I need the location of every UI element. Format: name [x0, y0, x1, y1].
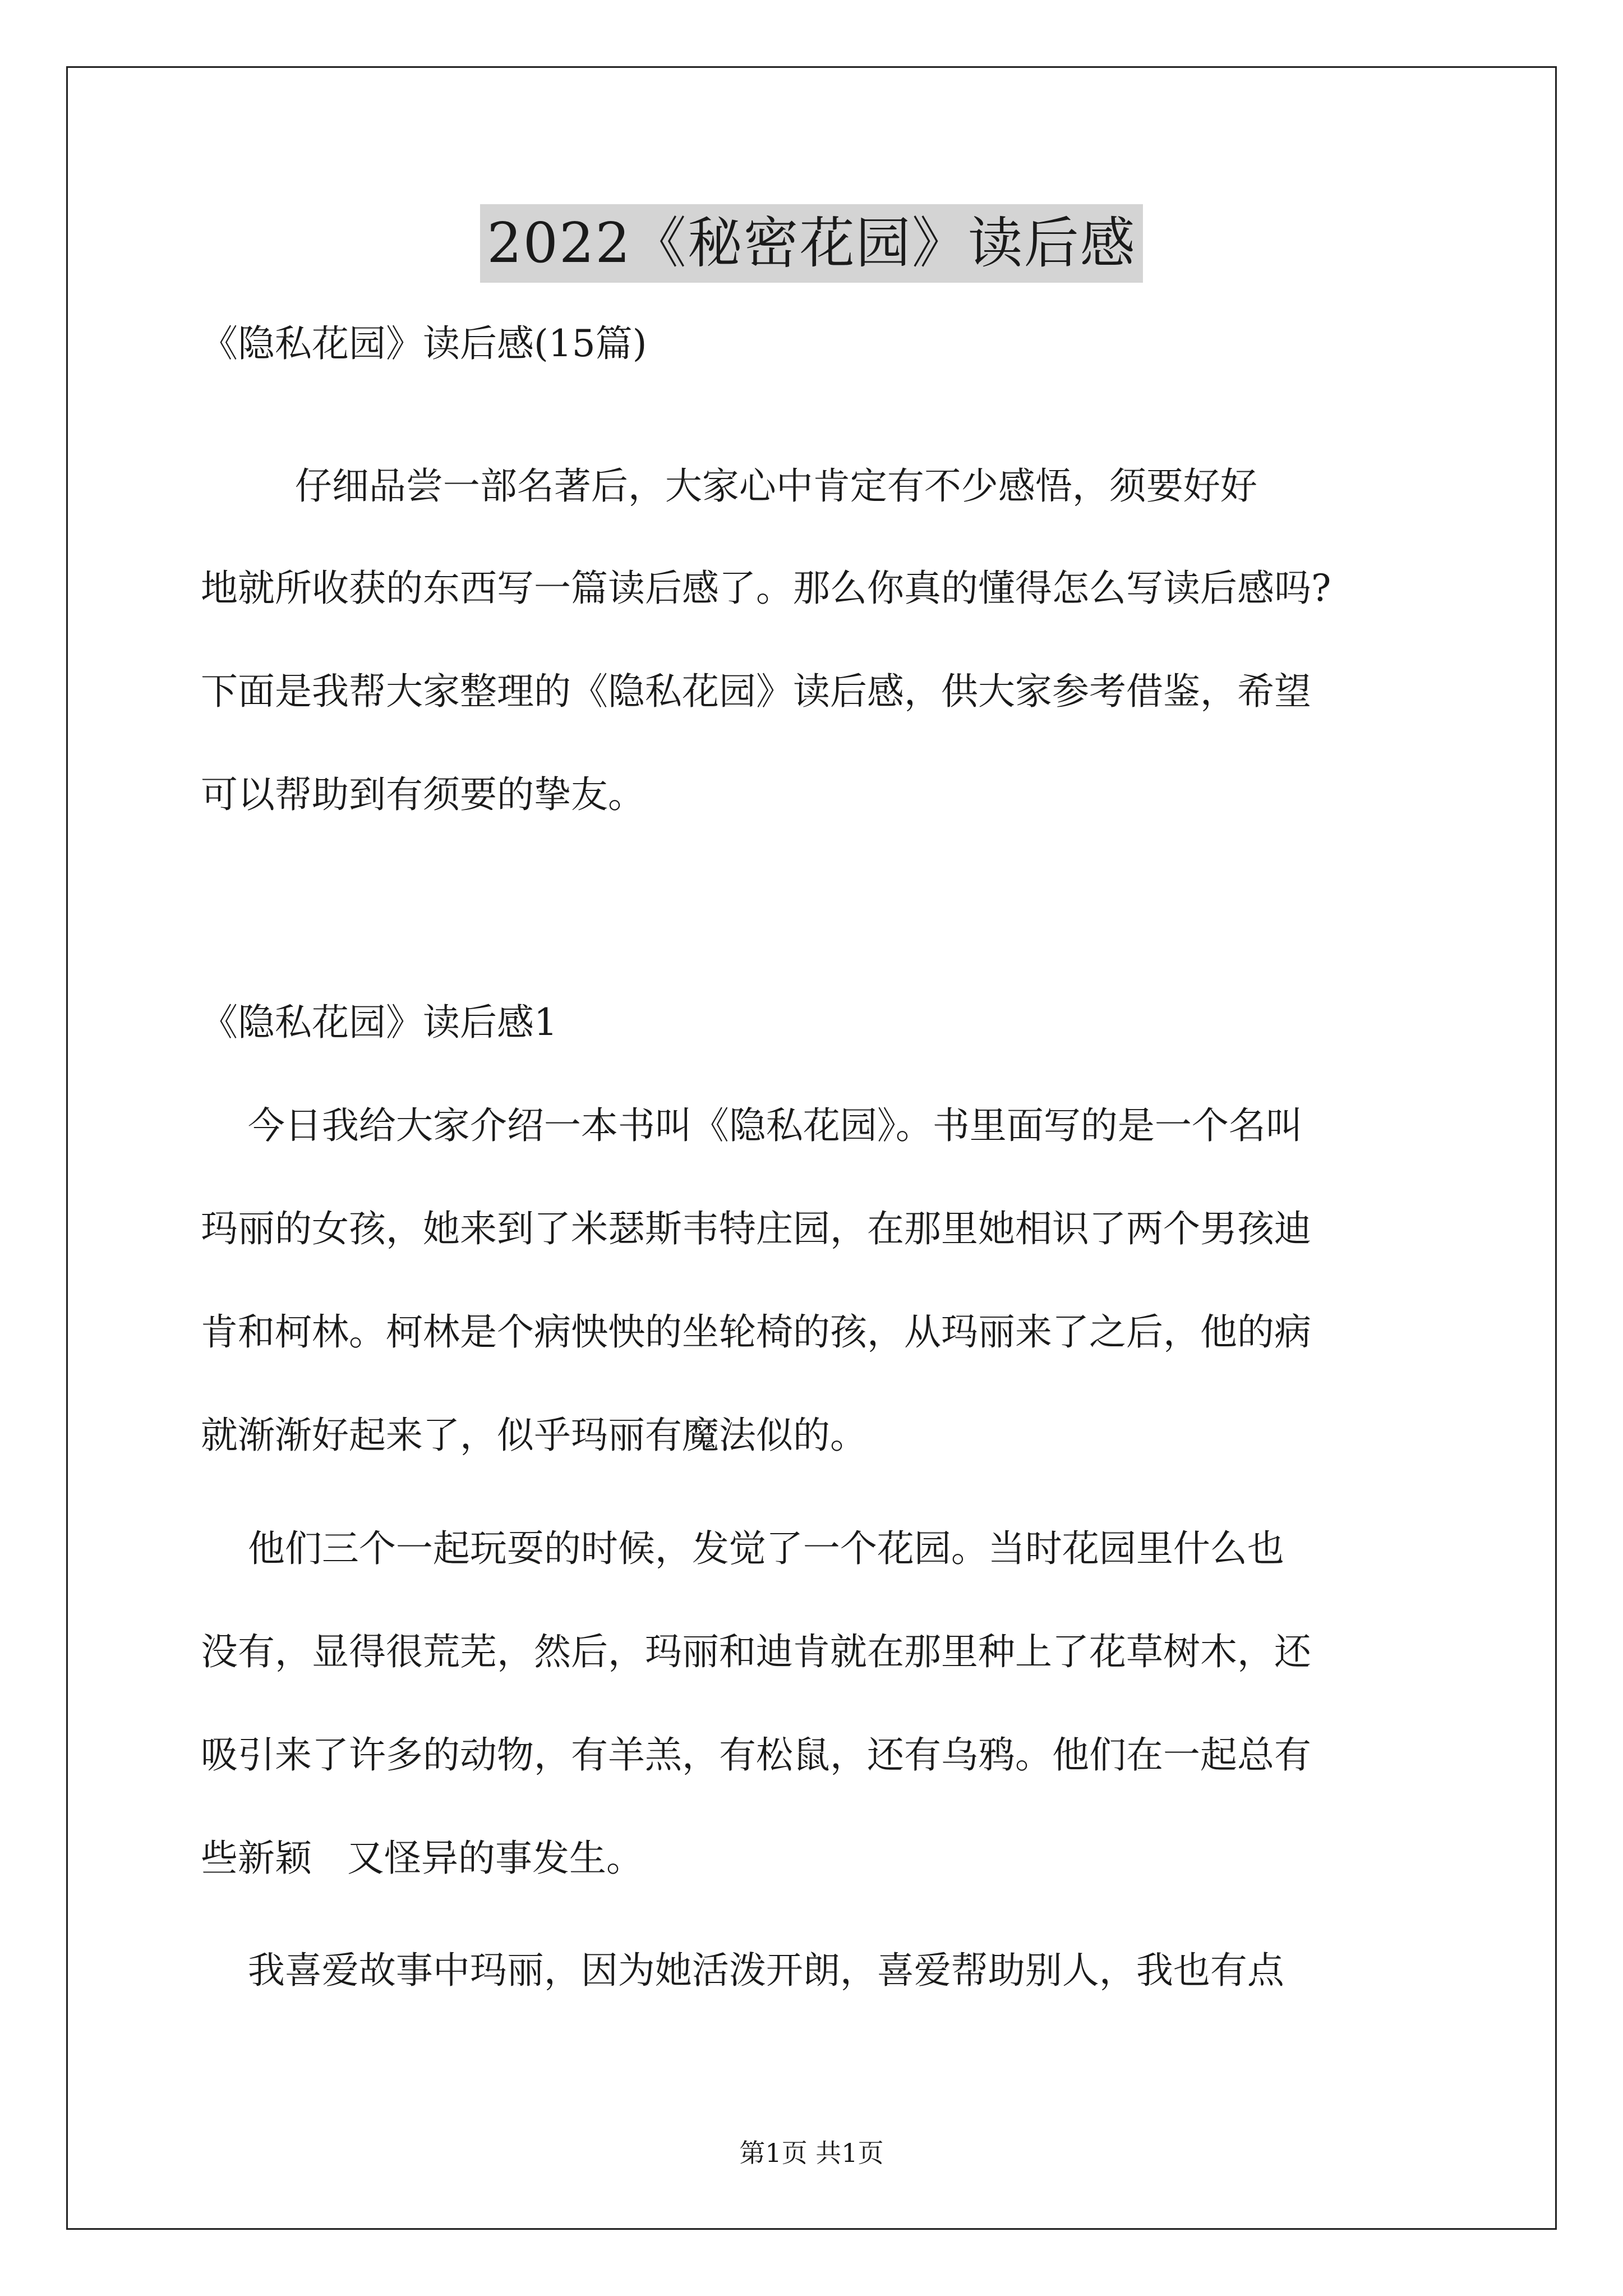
- paragraph-line: 肯和柯林。柯林是个病怏怏的坐轮椅的孩，从玛丽来了之后，他的病: [201, 1310, 1311, 1354]
- title-container: [0, 204, 1623, 283]
- paragraph-line: 就渐渐好起来了，似乎玛丽有魔法似的。: [201, 1414, 867, 1457]
- section-heading: 《隐私花园》读后感1: [201, 1001, 557, 1044]
- paragraph-line: 仔细品尝一部名著后，大家心中肯定有不少感悟，须要好好: [201, 464, 1257, 508]
- paragraph-line: 些新颖 又怪异的事发生。: [201, 1837, 643, 1880]
- paragraph-line: 我喜爱故事中玛丽，因为她活泼开朗，喜爱帮助别人，我也有点: [201, 1949, 1284, 1992]
- subtitle: 《隐私花园》读后感(15篇): [201, 322, 647, 365]
- paragraph-line: 吸引来了许多的动物，有羊羔，有松鼠，还有乌鸦。他们在一起总有: [201, 1733, 1311, 1777]
- page-footer: 第1页 共1页: [739, 2138, 884, 2168]
- paragraph-line: 可以帮助到有须要的挚友。: [201, 773, 645, 816]
- paragraph-line: 没有，显得很荒芜，然后，玛丽和迪肯就在那里种上了花草树木，还: [201, 1630, 1311, 1673]
- document-title: 2022《秘密花园》读后感: [480, 204, 1142, 283]
- paragraph-line: 今日我给大家介绍一本书叫《隐私花园》。书里面写的是一个名叫: [201, 1104, 1303, 1147]
- paragraph-line: 他们三个一起玩耍的时候，发觉了一个花园。当时花园里什么也: [201, 1527, 1284, 1570]
- paragraph-line: 地就所收获的东西写一篇读后感了。那么你真的懂得怎么写读后感吗?: [201, 567, 1331, 610]
- paragraph-line: 玛丽的女孩，她来到了米瑟斯韦特庄园，在那里她相识了两个男孩迪: [201, 1207, 1311, 1250]
- paragraph-line: 下面是我帮大家整理的《隐私花园》读后感，供大家参考借鉴，希望: [201, 670, 1311, 713]
